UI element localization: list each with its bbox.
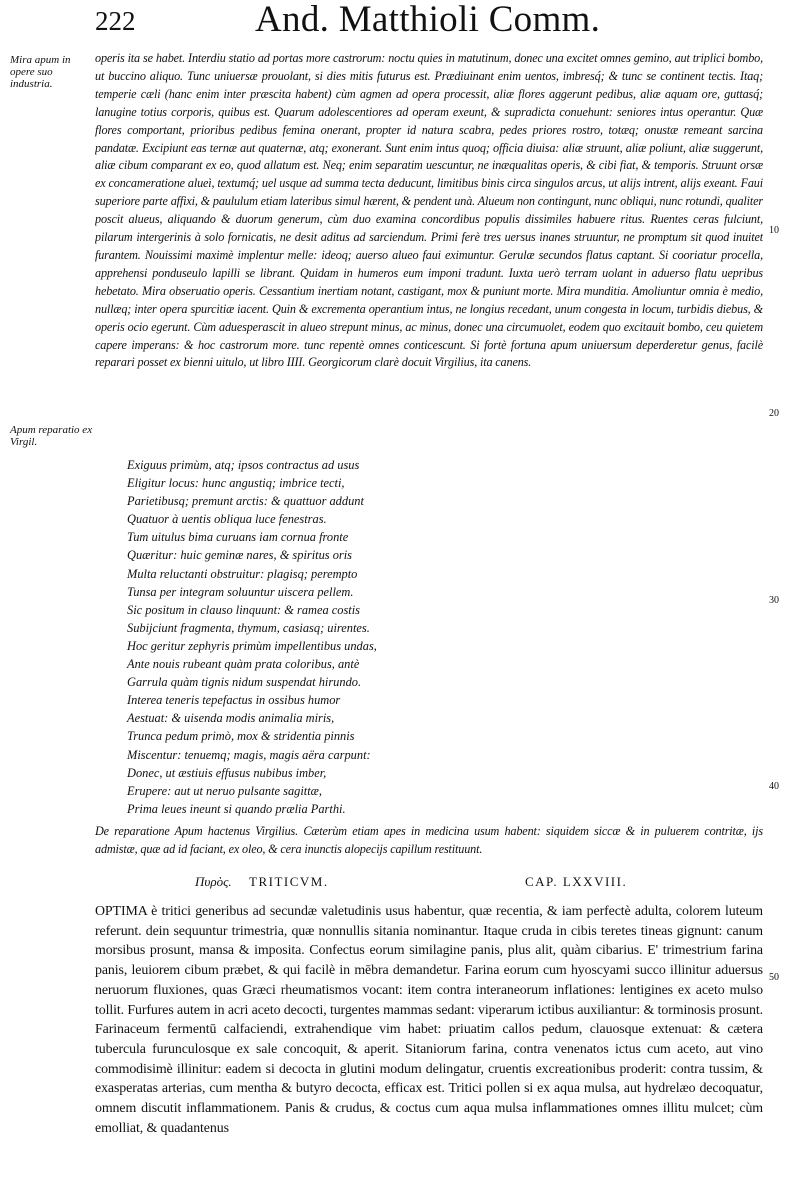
verse-line: Subijciunt fragmenta, thymum, casiasq; uirentes. — [127, 620, 370, 635]
greek-name: Πυρὸς. — [195, 874, 232, 889]
verse-line: Hoc geritur zephyris primùm impellentibus undas, — [127, 638, 377, 653]
verse-line: Multa reluctanti obstruitur: plagisq; perempto — [127, 566, 358, 581]
verse-line: Sic positum in clauso linquunt: & ramea costis — [127, 602, 361, 617]
line-number: 30 — [769, 595, 779, 606]
margin-note: Mira apum in opere suo industria. — [10, 54, 71, 90]
verse-line: Erupere: aut ut neruo pulsante sagittæ, — [127, 783, 323, 798]
verse-line: Trunca pedum primò, mox & stridentia pinnis — [127, 729, 355, 744]
chapter-title: TRITICVM. — [249, 874, 329, 889]
page-header — [95, 2, 755, 42]
verse-line: Miscentur: tenuemq; magis, magis aëra carpunt: — [127, 747, 371, 762]
verse-line: Quæritur: huic geminæ nares, & spiritus oris — [127, 548, 352, 563]
chapter-heading — [95, 874, 763, 894]
bee-paragraph: operis ita se habet. Interdiu statio ad portas more castrorum: noctu quies in matutinum, donec una excitet omnes gemino, aut triplici bombo, ut buccino aliquo. Tunc uniuersæ prouolant, si dies mitis futurus est. Prædiuinant enim uentos, imbresq́; & tunc se continent tectis. Itaq; temperie cæli (hanc enim inter præscita habent) cùm agmen ad opera processit, aliæ flores aggerunt pedibus, aliæ aquam ore, guttasq́; lanugine totius corporis, quibus est. Quarum adolescentiores ad operam exeunt, & supradicta conuehunt: seniores intus operantur. Quæ flores comportant, prioribus pedibus femina onerant, propter id natura scabra, pedes priores rostro, totæq; onustæ remeant sarcina pandatæ. Excipiunt eas ternæ aut quaternæ, atq; exonerant. Sunt enim intus quoq; officia diuisa: aliæ struunt, aliæ poliunt, aliæ suggerunt, aliæ cibum comparant ex eo, quod allatum est. Neq; enim separatim uescuntur, ne inæqualitas operis, & cibi fiat, & temporis. Struunt orsæ ex concameratione alueì, textumq́; uel usque ad summa tecta deducunt, limitibus binis circa singulos arcus, ut alijs intrent, alijs exeant. Faui superiore parte affixi, & paululum etiam lateribus simul hærent, & pendent unà. Alueum non contingunt, nunc obliqui, nunc rotundi, qualiter poscit alueus, aliquando & duorum generum, cùm duo examina concordibus populis dissimiles habuere ritus. Ruentes ceras fulciunt, pilarum intergerinis à solo fornicatis, ne desit aditus ad sarciendum. Primi ferè tres uersus inanes struuntur, ne promptum sit quod inuitet furantem. Nouissimi maximè implentur melle: ideoq; auerso alueo faui eximuntur. Gerulæ secundos flatus captant. Si cooriatur procella, apprehensi ponduseulo lapilli se librant. Quidam in humeros eum imponi tradunt. Iuxta uerò terram uolant in aduerso flatu uepribus hebetato. Mira obseruatio operis. Cessantium inertiam notant, castigant, mox & puniunt morte. Mira munditia. Amoliuntur omnia è medio, nullæq; inter opera spurcitiæ iacent. Quin & excrementa operantium intus, ne longius recedant, unum congesta in locum, turbidis diebus, & operis ocio egerunt. Cùm aduesperascit in alueo strepunt minus, ac minus, donec una circumuolet, eodem quo excitauit bombo, ceu quietem capere imperans: & hoc castrorum more. tunc repentè omnes conticescunt. Si fortè fortuna apum uniuersum deperderetur genus, facilè reparari posset ex bienni uitulo, ut libro IIII. Georgicorum clarè docuit Virgilius, ita canens. — [95, 51, 763, 370]
line-number: 50 — [769, 972, 779, 983]
page-number: 222 — [95, 6, 136, 36]
chapter-number: CAP. LXXVIII. — [525, 874, 628, 889]
margin-note: Apum reparatio ex Virgil. — [10, 424, 93, 448]
verse-line: Tunsa per integram soluuntur uiscera pellem. — [127, 584, 354, 599]
verse-line: Aestuat: & uisenda modis animalia miris, — [127, 711, 335, 726]
verse-line: Prima leues ineunt si quando prælia Parthi. — [127, 801, 346, 816]
verse-line: Exiguus primùm, atq; ipsos contractus ad usus — [127, 458, 360, 472]
verse-line: Parietibusq; premunt arctis: & quattuor addunt — [127, 494, 364, 509]
verse-line: Tum uitulus bima curuans iam cornua fronte — [127, 530, 349, 545]
line-number: 40 — [769, 781, 779, 792]
line-number: 20 — [769, 408, 779, 419]
verse-line: Quatuor à uentis obliqua luce fenestras. — [127, 512, 327, 527]
verse-line: Ante nouis rubeant quàm prata coloribus, antè — [127, 657, 360, 672]
line-number: 10 — [769, 225, 779, 236]
running-title: And. Matthioli Comm. — [255, 0, 601, 40]
verse-line: Donec, ut æstiuis effusus nubibus imber, — [127, 765, 327, 780]
verse-line: Eligitur locus: hunc angustiq; imbrice tecti, — [127, 476, 345, 491]
triticum-paragraph: OPTIMA è tritici generibus ad secundæ valetudinis usus habentur, quæ recentia, & iam perfectè adulta, colorem luteum referunt. dein sequuntur trimestria, quæ nonnullis sitania nominantur. Itaque cruda in cibis teretes tineas gignunt: canum morsibus prosunt, mansa & imposita. Confectus eorum similagine panis, plus alit, quàm cibarius. E' trimestrium farina panis, leuiorem cibum præbet, & qui facilè in mēbra demandetur. Farina eorum cum hyoscyami succo illinitur aduersus neruorum fluxiones, quas Græci rheumatismos vocant: item contra interaneorum inflationes: lentigines ex aceto mulso tollit. Furfures autem in acri aceto decocti, turgentes mammas sedant: viperarum ictibus auxiliantur: & torminosis prosunt. Farinaceum fermentū calfaciendi, extrahendique vim habet: priuatim callos pedum, clauosque extenuat: & cætera tubercula furunculosque ex sale concoquit, & aperit. Sitaniorum farina, contra venenatos ictus cum aceto, aut vino commodisimè illinitur: eadem si decocta in glutini modum delingatur, cruentis excreationibus proderit: contra tussim, & exasperatas arterias, cum mentha & butyro decocta, efficax est. Tritici pollen si ex aqua mulsa, aut hydrelæo decoquatur, omnem discutit inflammationem. Panis & crudus, & coctus cum aqua mulsa inflammationes omnes illitu mulcet; cùm emolliat, & quadantenus — [95, 904, 763, 1136]
reparatio-paragraph: De reparatione Apum hactenus Virgilius. Cæterùm etiam apes in medicina usum habent: siquidem siccæ & in puluerem contritæ, ijs admistæ, quæ ad id faciant, ex oleo, & cera inunctis alopecijs capillum restituunt. — [95, 824, 763, 856]
virgil-verse — [127, 456, 527, 818]
verse-line: Garrula quàm tignis nidum suspendat hirundo. — [127, 675, 362, 690]
verse-line: Interea teneris tepefactus in ossibus humor — [127, 693, 341, 708]
